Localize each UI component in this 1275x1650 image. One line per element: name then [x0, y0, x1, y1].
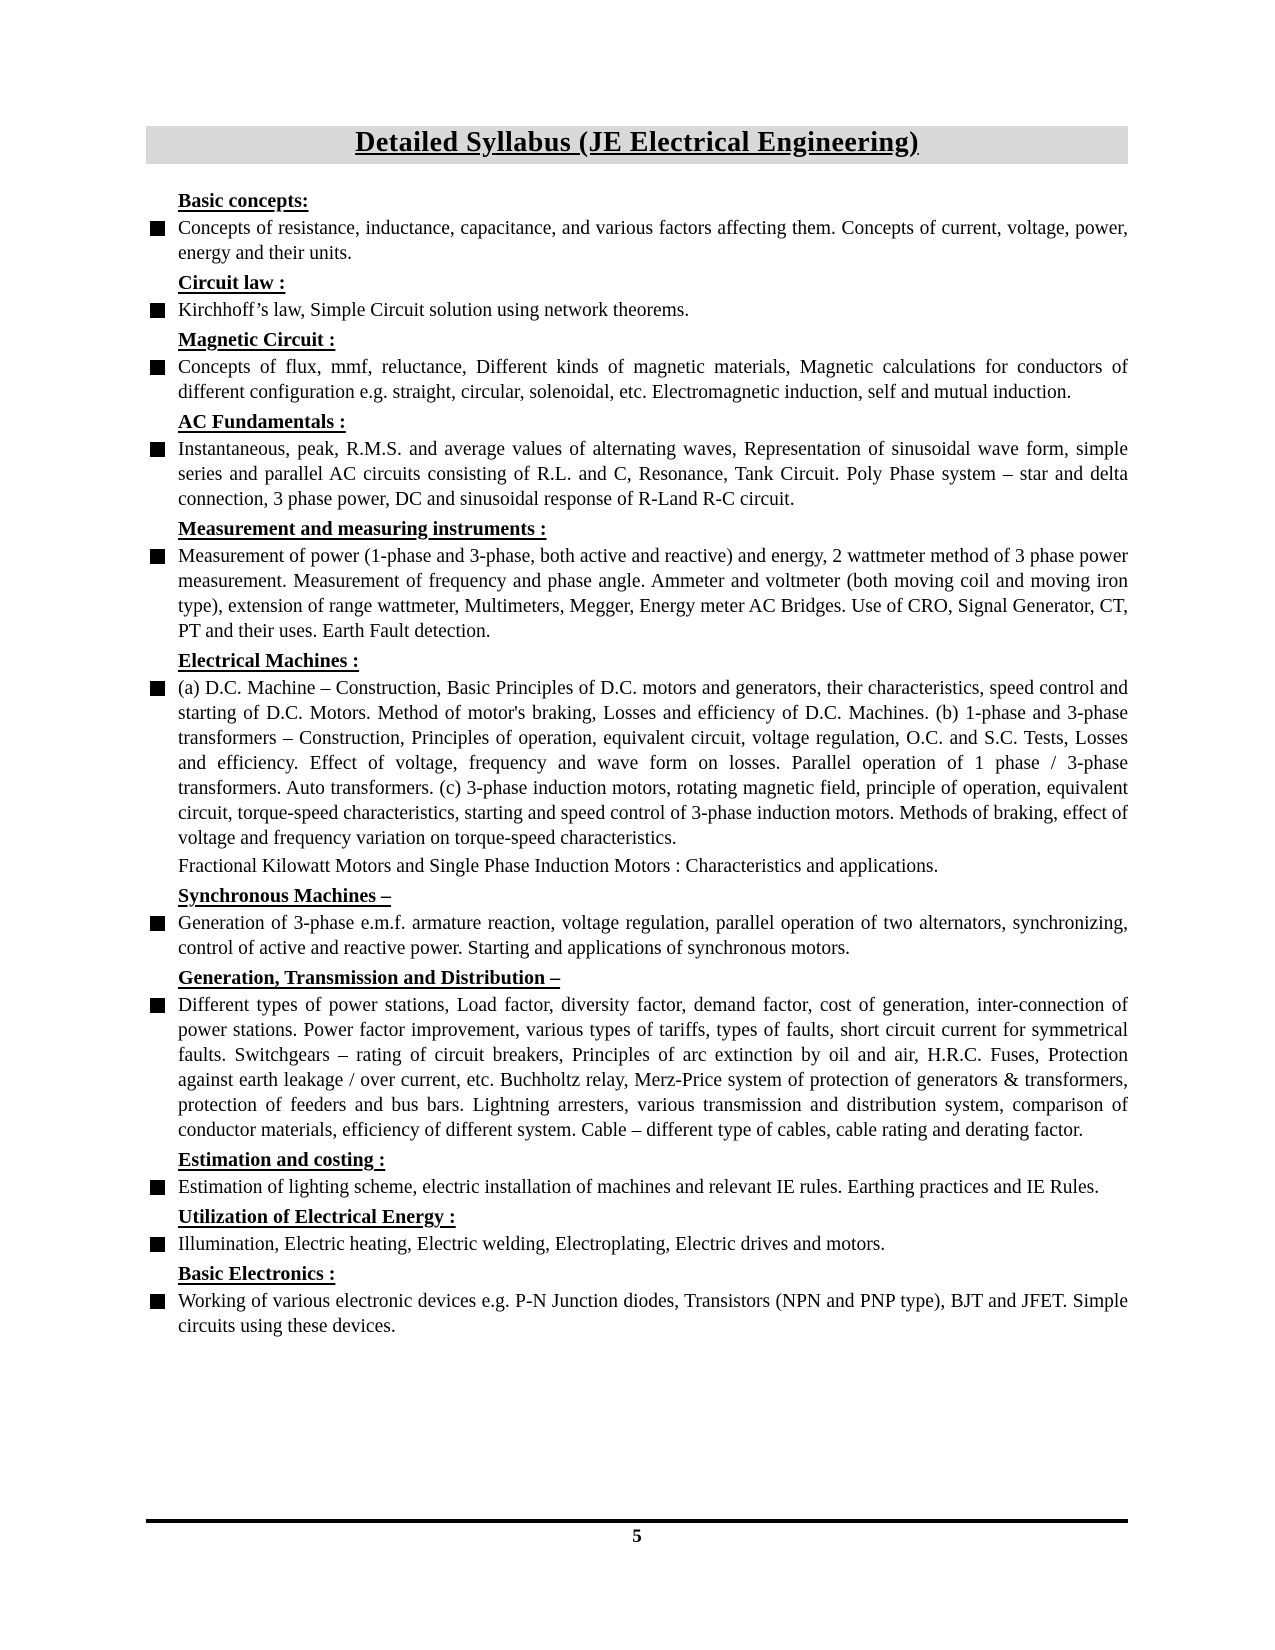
- title-bar: [146, 126, 1128, 164]
- paragraph-text: Measurement of power (1-phase and 3-phase, both active and reactive) and energy, 2 wattmeter method of 3 phase power measurement. Measurement of frequency and phase angle. Ammeter and voltmeter (both moving coil and moving iron type), extension of range wattmeter, Multimeters, Megger, Energy meter AC Bridges. Use of CRO, Signal Generator, CT, PT and their uses. Earth Fault detection.: [178, 546, 1128, 642]
- section-heading: [178, 1262, 1128, 1286]
- bullet-paragraph: [146, 993, 1128, 1143]
- section-items: [146, 1289, 1128, 1339]
- section-items: [146, 911, 1128, 961]
- section-heading: [178, 649, 1128, 673]
- section-heading-text: Utilization of Electrical Energy :: [178, 1206, 456, 1228]
- syllabus-section: [146, 271, 1128, 323]
- section-heading-text: Basic Electronics :: [178, 1263, 336, 1285]
- bullet-paragraph: [146, 298, 1128, 323]
- section-heading: [178, 1148, 1128, 1172]
- paragraph-text: (a) D.C. Machine – Construction, Basic Principles of D.C. motors and generators, their characteristics, speed control and starting of D.C. Motors. Method of motor's braking, Losses and efficiency of D.C. Machines. (b) 1-phase and 3-phase transformers – Construction, Principles of operation, equivalent circuit, voltage regulation, O.C. and S.C. Tests, Losses and efficiency. Effect of voltage, frequency and wave form on losses. Parallel operation of 1 phase / 3-phase transformers. Auto transformers. (c) 3-phase induction motors, rotating magnetic field, principle of operation, equivalent circuit, torque-speed characteristics, starting and speed control of 3-phase induction motors. Methods of braking, effect of voltage and frequency variation on torque-speed characteristics.: [178, 678, 1128, 849]
- square-bullet-icon: [150, 681, 165, 696]
- bullet-paragraph: [146, 911, 1128, 961]
- syllabus-section: [146, 189, 1128, 266]
- section-heading: [178, 410, 1128, 434]
- syllabus-content: [146, 184, 1128, 1342]
- section-heading: [178, 189, 1128, 213]
- square-bullet-icon: [150, 549, 165, 564]
- section-heading-text: Estimation and costing :: [178, 1149, 386, 1171]
- paragraph-text: Fractional Kilowatt Motors and Single Phase Induction Motors : Characteristics and applications.: [178, 856, 939, 877]
- square-bullet-icon: [150, 998, 165, 1013]
- section-items: [146, 298, 1128, 323]
- section-heading: [178, 271, 1128, 295]
- bullet-paragraph: [146, 676, 1128, 851]
- section-items: [146, 216, 1128, 266]
- paragraph-text: Estimation of lighting scheme, electric installation of machines and relevant IE rules. Earthing practices and IE Rules.: [178, 1177, 1100, 1198]
- paragraph-text: Concepts of flux, mmf, reluctance, Different kinds of magnetic materials, Magnetic calculations for conductors of different configuration e.g. straight, circular, solenoidal, etc. Electromagnetic induction, self and mutual induction.: [178, 357, 1128, 403]
- square-bullet-icon: [150, 221, 165, 236]
- syllabus-section: [146, 517, 1128, 644]
- syllabus-section: [146, 410, 1128, 512]
- square-bullet-icon: [150, 1180, 165, 1195]
- bullet-paragraph: [146, 1289, 1128, 1339]
- bullet-paragraph: [146, 1232, 1128, 1257]
- paragraph-text: Concepts of resistance, inductance, capacitance, and various factors affecting them. Concepts of current, voltage, power, energy and their units.: [178, 218, 1128, 264]
- section-heading: [178, 1205, 1128, 1229]
- square-bullet-icon: [150, 1237, 165, 1252]
- section-heading: [178, 517, 1128, 541]
- section-items: [146, 544, 1128, 644]
- bullet-paragraph: [146, 355, 1128, 405]
- section-heading: [178, 328, 1128, 352]
- paragraph-text: Generation of 3-phase e.m.f. armature reaction, voltage regulation, parallel operation of two alternators, synchronizing, control of active and reactive power. Starting and applications of synchronous motors.: [178, 913, 1128, 959]
- syllabus-section: [146, 966, 1128, 1143]
- page-title: Detailed Syllabus (JE Electrical Engineering): [355, 127, 919, 158]
- section-heading-text: AC Fundamentals :: [178, 411, 346, 433]
- syllabus-section: [146, 1205, 1128, 1257]
- section-items: [146, 676, 1128, 879]
- syllabus-section: [146, 328, 1128, 405]
- section-heading-text: Synchronous Machines –: [178, 885, 392, 907]
- syllabus-section: [146, 649, 1128, 879]
- section-heading-text: Generation, Transmission and Distribution –: [178, 967, 561, 989]
- section-items: [146, 1232, 1128, 1257]
- paragraph-text: Kirchhoff’s law, Simple Circuit solution using network theorems.: [178, 300, 690, 321]
- section-items: [146, 993, 1128, 1143]
- section-items: [146, 437, 1128, 512]
- bullet-paragraph: [146, 437, 1128, 512]
- plain-paragraph: [146, 854, 1128, 879]
- section-heading: [178, 966, 1128, 990]
- section-heading-text: Magnetic Circuit :: [178, 329, 336, 351]
- page-footer: [146, 1519, 1128, 1548]
- section-heading: [178, 884, 1128, 908]
- bullet-paragraph: [146, 1175, 1128, 1200]
- syllabus-section: [146, 884, 1128, 961]
- bullet-paragraph: [146, 544, 1128, 644]
- paragraph-text: Illumination, Electric heating, Electric welding, Electroplating, Electric drives and motors.: [178, 1234, 886, 1255]
- syllabus-section: [146, 1148, 1128, 1200]
- paragraph-text: Different types of power stations, Load factor, diversity factor, demand factor, cost of generation, inter-connection of power stations. Power factor improvement, various types of tariffs, types of faults, short circuit current for symmetrical faults. Switchgears – rating of circuit breakers, Principles of arc extinction by oil and air, H.R.C. Fuses, Protection against earth leakage / over current, etc. Buchholtz relay, Merz-Price system of protection of generators & transformers, protection of feeders and bus bars. Lightning arresters, various transmission and distribution system, comparison of conductor materials, efficiency of different system. Cable – different type of cables, cable rating and derating factor.: [178, 995, 1128, 1141]
- section-heading-text: Basic concepts:: [178, 190, 309, 212]
- square-bullet-icon: [150, 916, 165, 931]
- section-heading-text: Measurement and measuring instruments :: [178, 518, 547, 540]
- section-heading-text: Circuit law :: [178, 272, 286, 294]
- page-number: 5: [632, 1526, 642, 1547]
- syllabus-section: [146, 1262, 1128, 1339]
- section-heading-text: Electrical Machines :: [178, 650, 360, 672]
- paragraph-text: Instantaneous, peak, R.M.S. and average values of alternating waves, Representation of sinusoidal wave form, simple series and parallel AC circuits consisting of R.L. and C, Resonance, Tank Circuit. Poly Phase system – star and delta connection, 3 phase power, DC and sinusoidal response of R-Land R-C circuit.: [178, 439, 1128, 510]
- section-items: [146, 355, 1128, 405]
- bullet-paragraph: [146, 216, 1128, 266]
- square-bullet-icon: [150, 303, 165, 318]
- paragraph-text: Working of various electronic devices e.g. P-N Junction diodes, Transistors (NPN and PNP type), BJT and JFET. Simple circuits using these devices.: [178, 1291, 1128, 1337]
- square-bullet-icon: [150, 442, 165, 457]
- square-bullet-icon: [150, 360, 165, 375]
- square-bullet-icon: [150, 1294, 165, 1309]
- section-items: [146, 1175, 1128, 1200]
